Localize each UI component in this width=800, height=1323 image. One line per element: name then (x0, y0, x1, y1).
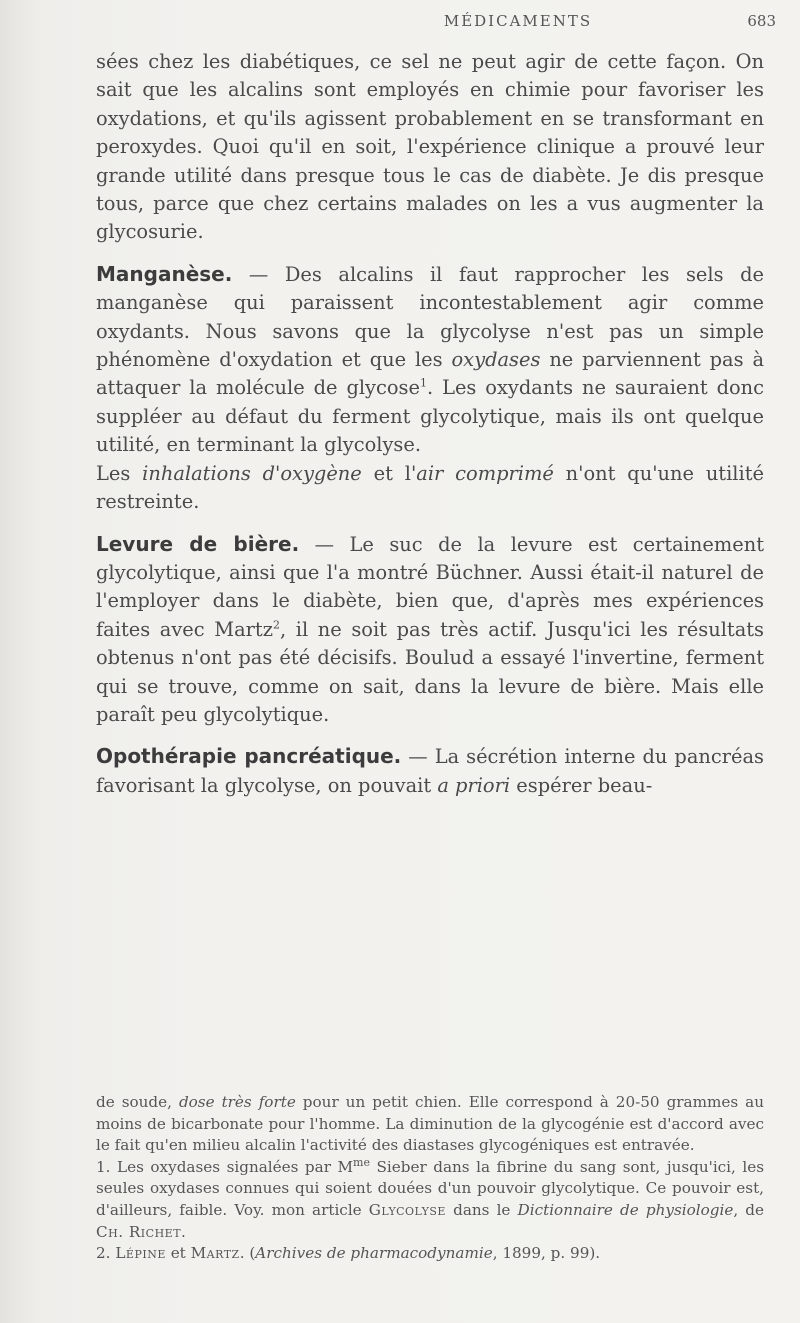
running-head: MÉDICAMENTS (443, 12, 593, 30)
manganese-text-d: Les (96, 461, 131, 485)
levure-text-b: , il ne soit pas très actif. Jusqu'ici les résultats obtenus n'ont pas été décisifs. Boulud a essayé l'invertine, ferment qui se trouve, comme on sait, dans la levure de bière. Mais elle paraît peu glycolytique. (96, 617, 764, 726)
footnote-2-italic: Archives de pharmacodynamie (255, 1244, 493, 1263)
footnotes (96, 1092, 764, 1265)
footnote-ref-1[interactable]: 1 (419, 377, 427, 390)
footnote-1 (96, 1157, 764, 1243)
footnote-continuation-a: de soude, (96, 1093, 172, 1111)
intro-text: sées chez les diabétiques, ce sel ne peut agir de cette façon. On sait que les alcalins sont employés en chimie pour favoriser les oxydations, et qu'ils agissent probablement en se transformant en peroxydes. Quoi qu'il en soit, l'expérience clinique a prouvé leur grande utilité dans presque tous le cas de diabète. Je dis presque tous, parce que chez certains malades on les a vus augmenter la glycosurie. (96, 50, 764, 244)
levure-text-a: — Le suc de la levure est certainement glycolytique, ainsi que l'a montré Büchner. Aussi était-il naturel de l'employer dans le diabète, bien que, d'après mes expériences faites avec Martz (96, 532, 764, 641)
levure-paragraph (96, 530, 764, 730)
manganese-italic-air: air comprimé (416, 461, 554, 485)
section-opotherapie (96, 742, 764, 800)
manganese-text-e: et l' (373, 461, 417, 485)
footnote-2-text-a: et (170, 1244, 186, 1263)
opotherapie-paragraph (96, 742, 764, 800)
footnote-1-text-d: , de (733, 1200, 764, 1219)
intro-paragraph (96, 48, 764, 247)
manganese-italic-inhalations: inhalations d'oxygène (142, 461, 362, 485)
manganese-text-a: — Des alcalins il faut rapprocher les sels de manganèse qui paraissent incontestablement agir comme oxydants. Nous savons que la glycolyse n'est pas un simple phénomène d'oxydation et que les (96, 262, 765, 372)
manganese-text-f: n'ont qu'une utilité restreinte. (96, 461, 764, 514)
footnote-2-number: 2. (96, 1244, 111, 1263)
footnote-1-number: 1. (96, 1157, 111, 1176)
footnote-1-text-c: dans le (453, 1200, 511, 1219)
footnote-1-italic: Dictionnaire de physiologie (517, 1200, 734, 1219)
opotherapie-text-b: espérer beau- (516, 773, 653, 797)
footnote-1-smallcaps-2: Ch. Richet (96, 1222, 182, 1241)
footnote-2-smallcaps-2: Martz (190, 1244, 240, 1263)
levure-heading: Levure de bière. (96, 531, 300, 556)
opotherapie-text-a: — La sécrétion interne du pancréas favorisant la glycolyse, on pouvait (96, 745, 764, 797)
manganese-text-c: . Les oxydants ne sauraient donc suppléer au défaut du ferment glycolytique, mais ils ont quelque utilité, en terminant la glycolyse. (96, 376, 765, 457)
footnote-2 (96, 1243, 764, 1265)
footnote-continuation-italic: dose très forte (178, 1093, 296, 1111)
footnote-continuation-b: pour un petit chien. Elle correspond à 20-50 grammes au moins de bicarbonate pour l'homme. La diminution de la glycogénie est d'accord avec le fait qu'en milieu alcalin l'activité des diastases glycogéniques est entravée. (96, 1093, 765, 1155)
footnote-1-text-b: Sieber dans la fibrine du sang sont, jusqu'ici, les seules oxydases connues qui soient douées d'un pouvoir glycolytique. Ce pouvoir est, d'ailleurs, faible. Voy. mon article (96, 1157, 765, 1219)
section-manganese (96, 260, 764, 517)
section-levure (96, 530, 764, 730)
footnote-1-smallcaps: Glycolyse (368, 1200, 446, 1219)
footnote-1-sup: me (353, 1155, 370, 1169)
footnote-2-text-c: , 1899, p. 99). (492, 1244, 601, 1263)
page-header (260, 12, 776, 38)
footnote-1-text-e: . (181, 1222, 186, 1241)
footnote-2-smallcaps: Lépine (115, 1244, 166, 1263)
footnote-2-text-b: . ( (239, 1244, 256, 1263)
page-number: 683 (747, 12, 776, 30)
footnote-ref-2[interactable]: 2 (272, 618, 280, 632)
inhalations-paragraph (96, 460, 764, 517)
opotherapie-italic-apriori: a priori (437, 773, 511, 797)
manganese-heading: Manganèse. (96, 261, 233, 286)
opotherapie-heading: Opothérapie pancréatique. (96, 744, 402, 769)
main-text (96, 48, 764, 800)
footnote-1-text-a: Les oxydases signalées par M (117, 1157, 354, 1176)
manganese-italic-oxydases: oxydases (451, 348, 541, 372)
footnote-continuation (96, 1092, 764, 1157)
manganese-paragraph (96, 260, 764, 460)
manganese-text-b: ne parviennent pas à attaquer la molécule de glycose (96, 348, 765, 400)
